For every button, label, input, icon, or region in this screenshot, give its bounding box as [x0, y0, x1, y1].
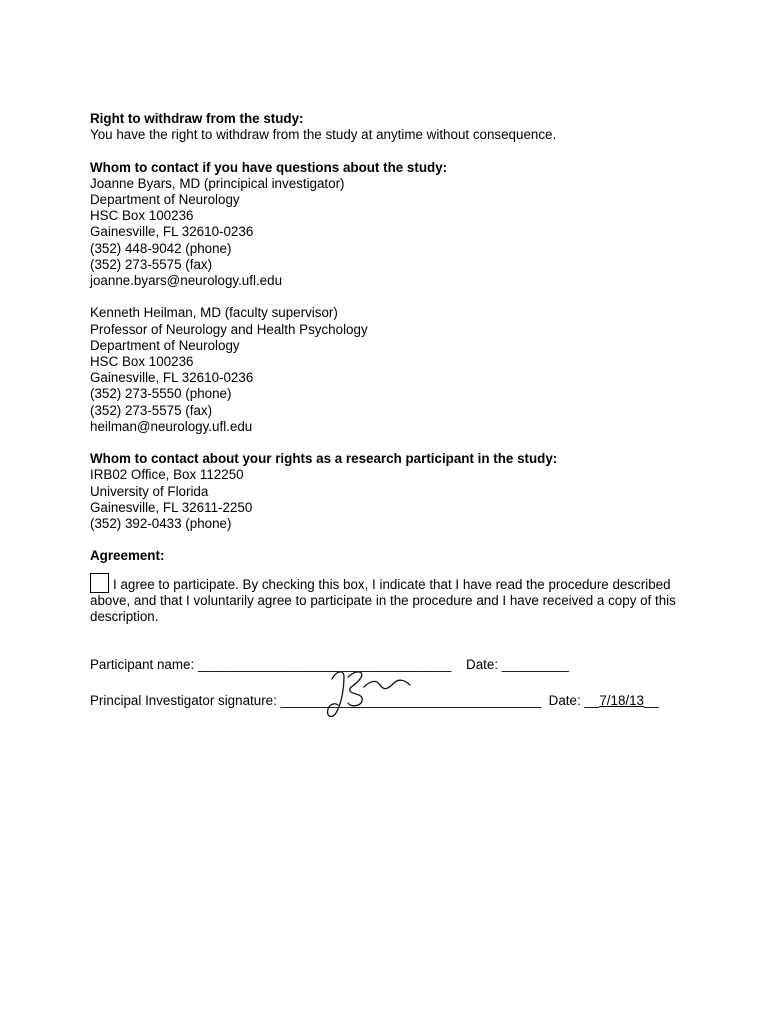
contact-line: Department of Neurology — [90, 337, 240, 353]
rights-line: (352) 392-0433 (phone) — [90, 516, 232, 532]
contact-heading: Whom to contact if you have questions about the study: — [90, 159, 448, 175]
investigator-date-label: Date: — [548, 693, 581, 709]
investigator-signature-label: Principal Investigator signature: — [90, 693, 277, 709]
contact-line: (352) 273-5550 (phone) — [90, 386, 232, 402]
agreement-heading: Agreement: — [90, 548, 165, 564]
contact-line: HSC Box 100236 — [90, 208, 194, 224]
participant-date-label: Date: — [466, 657, 499, 673]
rights-line: Gainesville, FL 32611-2250 — [90, 499, 253, 515]
contact-line: (352) 273-5575 (fax) — [90, 402, 213, 418]
date-trail-blank: __ — [644, 693, 659, 709]
agreement-paragraph — [90, 573, 690, 626]
contact-line: (352) 448-9042 (phone) — [90, 240, 232, 256]
contact-byars — [90, 176, 710, 289]
investigator-date-value: 7/18/13 — [599, 693, 645, 709]
investigator-signature-field[interactable]: ___________________________________ — [280, 693, 542, 709]
agreement-text: I agree to participate. By checking this box, I indicate that I have read the procedure described above, and that I voluntarily agree to participate in the procedure and I have received a copy of this description. — [90, 576, 676, 625]
contact-line: Gainesville, FL 32610-0236 — [90, 370, 254, 386]
consent-form-page — [90, 111, 710, 710]
participant-date-field[interactable]: _________ — [501, 657, 569, 673]
investigator-row — [90, 693, 710, 709]
contact-heilman — [90, 305, 710, 435]
contact-line: Gainesville, FL 32610-0236 — [90, 224, 254, 240]
rights-contact — [90, 467, 710, 532]
participant-name-label: Participant name: — [90, 657, 195, 673]
withdraw-text: You have the right to withdraw from the study at anytime without consequence. — [90, 127, 557, 143]
handwritten-signature — [322, 665, 412, 727]
contact-line: HSC Box 100236 — [90, 354, 194, 370]
contact-line: (352) 273-5575 (fax) — [90, 256, 213, 272]
rights-line: IRB02 Office, Box 112250 — [90, 467, 244, 483]
contact-line: Department of Neurology — [90, 192, 240, 207]
participant-name-field[interactable]: __________________________________ — [197, 657, 452, 673]
rights-line: University of Florida — [90, 483, 209, 499]
date-lead-blank: __ — [584, 693, 600, 709]
contact-line: Joanne Byars, MD (principical investigator) — [90, 175, 345, 191]
contact-email: heilman@neurology.ufl.edu — [90, 418, 253, 434]
investigator-date-field[interactable] — [584, 693, 659, 708]
contact-line: Professor of Neurology and Health Psychology — [90, 321, 368, 337]
agree-checkbox[interactable] — [90, 573, 109, 593]
contact-email: joanne.byars@neurology.ufl.edu — [90, 273, 283, 289]
contact-line: Kenneth Heilman, MD (faculty supervisor) — [90, 305, 338, 321]
rights-heading: Whom to contact about your rights as a research participant in the study: — [90, 451, 558, 467]
withdraw-heading: Right to withdraw from the study: — [90, 111, 304, 126]
